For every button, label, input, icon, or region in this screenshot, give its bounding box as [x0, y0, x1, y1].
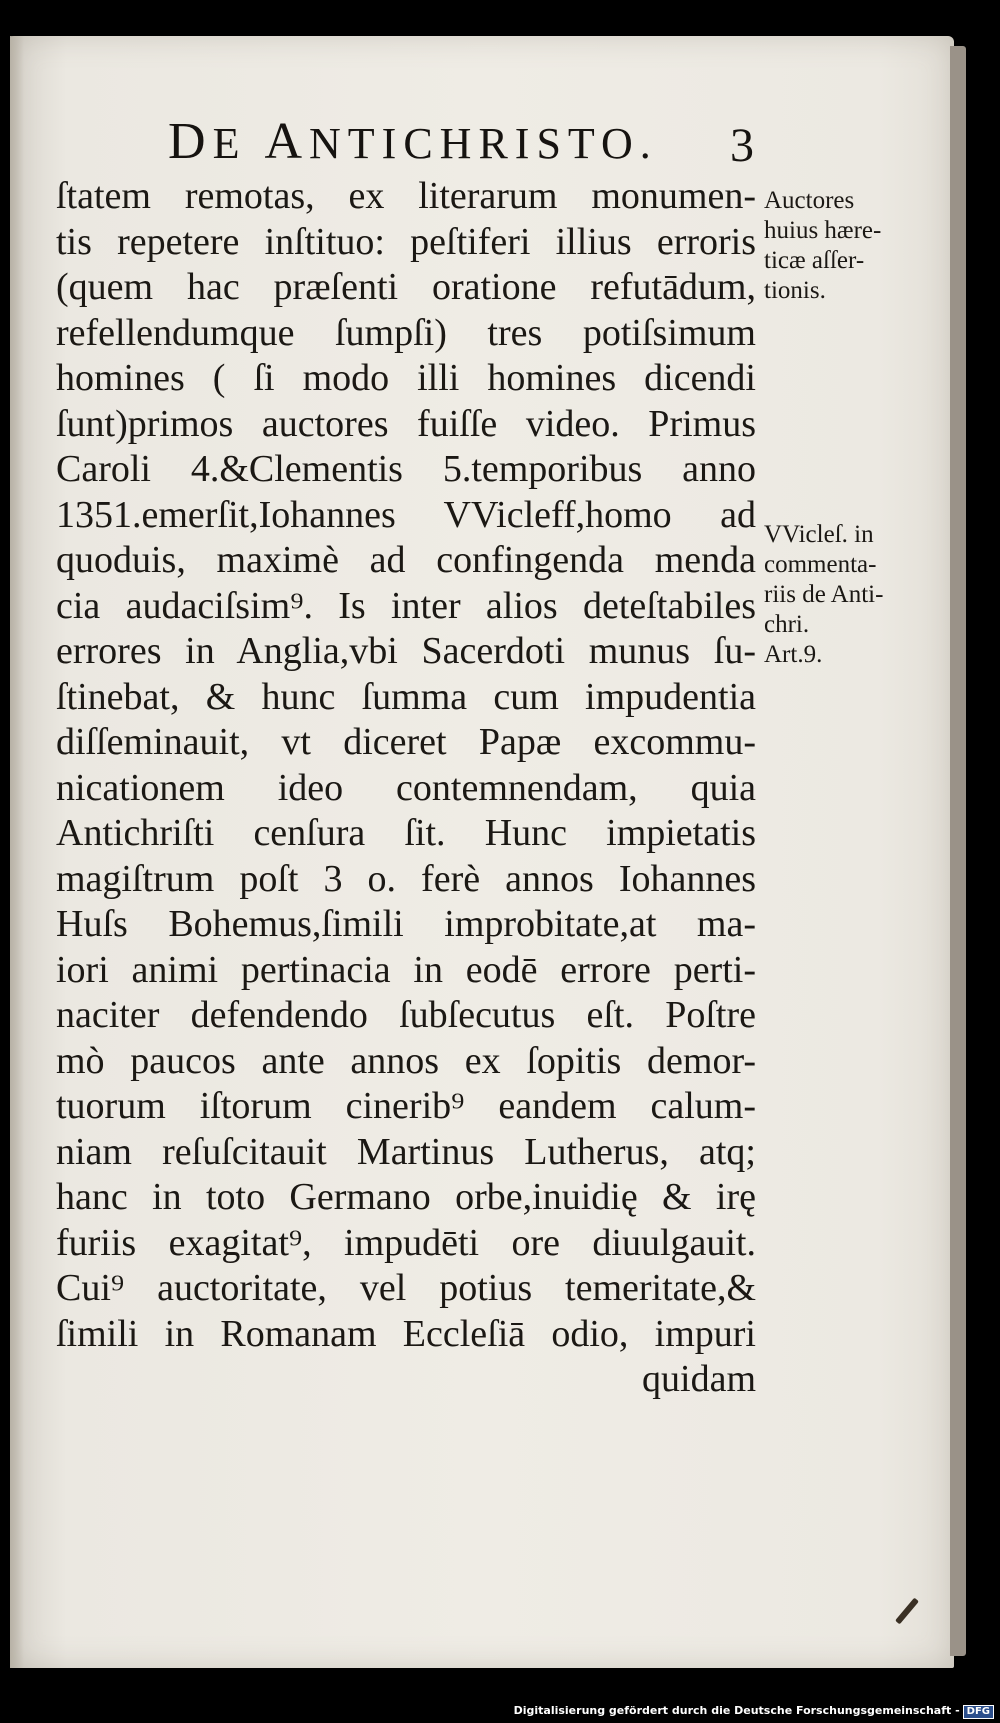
running-head-initial-1: D — [168, 113, 213, 170]
marginal-note-line: Auctores — [764, 187, 855, 214]
text-line: cia audaciſsim⁹. Is inter alios deteſtabiles — [56, 584, 756, 627]
marginal-note-line: ticæ aſſer- — [764, 247, 865, 274]
text-line: furiis exagitat⁹, impudēti ore diuulgauit. — [56, 1221, 756, 1264]
marginal-note-line: chri. — [764, 611, 810, 638]
text-line: tis repetere inſtituo: peſtiferi illius erroris — [56, 220, 756, 263]
page-number: 3 — [730, 119, 754, 172]
text-line: refellendumque ſumpſi) tres potiſsimum — [56, 311, 756, 354]
text-line: Huſs Bohemus,ſimili improbitate,at ma- — [56, 903, 756, 945]
running-head-title — [168, 112, 658, 171]
marginal-note-line: tionis. — [764, 277, 826, 304]
text-line: quoduis, maximè ad confingenda menda — [56, 539, 756, 581]
page-gutter-shadow — [10, 36, 24, 1668]
marginal-note-line: huius hære- — [764, 217, 882, 244]
text-line: ſimili in Romanam Eccleſiā odio, impuri — [56, 1312, 756, 1355]
text-line: Antichriſti cenſura ſit. Hunc impietatis — [56, 812, 756, 854]
running-head-part-2: NTICHRISTO. — [309, 119, 658, 168]
marginal-note-line: commenta- — [764, 551, 877, 578]
marginal-note-line: Art.9. — [764, 641, 823, 668]
dfg-logo: DFG — [963, 1705, 994, 1719]
text-line: iori animi pertinacia in eodē errore perti- — [56, 948, 756, 991]
text-line: naciter defendendo ſubſecutus eſt. Poſtre — [56, 994, 756, 1036]
marginal-note-line: riis de Anti- — [764, 581, 884, 608]
marginal-note-authors — [764, 186, 934, 306]
text-line: 1351.emerſit,Iohannes VVicleff,homo ad — [56, 493, 756, 536]
credit-text: Digitalisierung gefördert durch die Deutsche Forschungsgemeinschaft - — [513, 1704, 960, 1717]
text-line: (quem hac præſenti oratione refutādum, — [56, 266, 756, 308]
digitization-credit — [514, 1704, 994, 1719]
text-line: ſunt)primos auctores fuiſſe video. Primus — [56, 402, 756, 445]
text-line: Cui⁹ auctoritate, vel potius temeritate,& — [56, 1267, 756, 1309]
text-line: homines ( ſi modo illi homines dicendi — [56, 357, 756, 399]
running-head-initial-2: A — [264, 113, 310, 170]
text-line: niam reſuſcitauit Martinus Lutherus, atq; — [56, 1130, 756, 1173]
text-line: magiſtrum poſt 3 o. ferè annos Iohannes — [56, 857, 756, 900]
text-line: ſtatem remotas, ex literarum monumen- — [56, 175, 756, 217]
text-line: errores in Anglia,vbi Sacerdoti munus ſu- — [56, 630, 756, 672]
text-line: Caroli 4.&Clementis 5.temporibus anno — [56, 448, 756, 490]
text-line: tuorum iſtorum cinerib⁹ eandem calum- — [56, 1085, 756, 1127]
main-text-block — [56, 174, 756, 1403]
catchword: quidam — [642, 1358, 756, 1400]
text-line: nicationem ideo contemnendam, quia — [56, 766, 756, 809]
running-head-part-1: E — [212, 119, 265, 168]
text-line: diſſeminauit, vt diceret Papæ excommu- — [56, 721, 756, 763]
page-fore-edge — [950, 46, 966, 1656]
marginal-note-line: VVicleſ. in — [764, 521, 874, 548]
text-line: hanc in toto Germano orbe,inuidię & irę — [56, 1176, 756, 1218]
text-line: mò paucos ante annos ex ſopitis demor- — [56, 1039, 756, 1082]
text-line: ſtinebat, & hunc ſumma cum impudentia — [56, 675, 756, 718]
marginal-note-wiclef — [764, 520, 934, 670]
